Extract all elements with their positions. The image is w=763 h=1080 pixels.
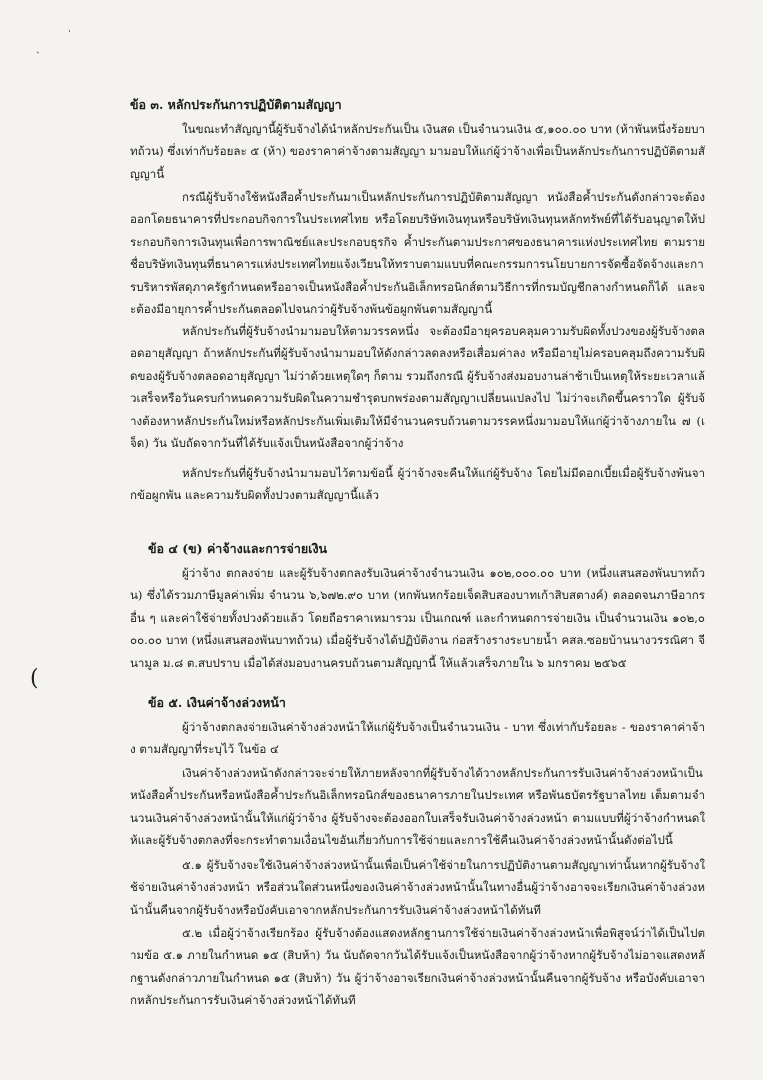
margin-bracket-mark: ( (30, 666, 39, 691)
clause-5-heading: ข้อ ๕. เงินค่าจ้างล่วงหน้า (148, 695, 286, 710)
clause-3-heading: ข้อ ๓. หลักประกันการปฏิบัติตามสัญญา (130, 97, 342, 112)
clause-5-paragraph-2: เงินค่าจ้างล่วงหน้าดังกล่าวจะจ่ายให้ภายหลังจากที่ผู้รับจ้างได้วางหลักประกันการรับเงินค่าจ้างล่วงหน้าเป็นหนังสือค้ำประกันหรือหนังสือค้ำประกันอิเล็กทรอนิกส์ของธนาคารภายในประเทศ หรือพันธบัตรรัฐบาลไทย เต็มตามจำนวนเงินค่าจ้างล่วงหน้านั้นให้แก่ผู้ว่าจ้าง ผู้รับจ้างจะต้องออกใบเสร็จรับเงินค่าจ้างล่วงหน้า ตามแบบที่ผู้ว่าจ้างกำหนดให้และผู้รับจ้างตกลงที่จะกระทำตามเงื่อนไขอันเกี่ยวกับการใช้จ่ายและการใช้คืนเงินค่าจ้างล่วงหน้านั้นดังต่อไปนี้ (130, 766, 705, 848)
scan-speck: ˎ (36, 40, 40, 54)
clause-5-paragraph-4: ๕.๒ เมื่อผู้ว่าจ้างเรียกร้อง ผู้รับจ้างต้องแสดงหลักฐานการใช้จ่ายเงินค่าจ้างล่วงหน้าเพื่อพิสูจน์ว่าได้เป็นไปตามข้อ ๕.๑ ภายในกำหนด ๑๕ (สิบห้า) วัน นับถัดจากวันได้รับแจ้งเป็นหนังสือจากผู้ว่าจ้างหากผู้รับจ้างไม่อาจแสดงหลักฐานดังกล่าวภายในกำหนด ๑๕ (สิบห้า) วัน ผู้ว่าจ้างอาจเรียกเงินค่าจ้างล่วงหน้านั้นคืนจากผู้รับจ้าง หรือบังคับเอาจากหลักประกันการรับเงินค่าจ้างล่วงหน้าได้ทันที (130, 926, 705, 1008)
clause-4-paragraph-1: ผู้ว่าจ้าง ตกลงจ่าย และผู้รับจ้างตกลงรับเงินค่าจ้างจำนวนเงิน ๑๐๒,๐๐๐.๐๐ บาท (หนึ่งแสนสองพันบาทถ้วน) ซึ่งได้รวมภาษีมูลค่าเพิ่ม จำนวน ๖,๖๗๒.๙๐ บาท (หกพันหกร้อยเจ็ดสิบสองบาทเก้าสิบสตางค์) ตลอดจนภาษีอากรอื่น ๆ และค่าใช้จ่ายทั้งปวงด้วยแล้ว โดยถือราคาเหมารวม เป็นเกณฑ์ และกำหนดการจ่ายเงิน เป็นจำนวนเงิน ๑๐๒,๐๐๐.๐๐ บาท (หนึ่งแสนสองพันบาทถ้วน) เมื่อผู้รับจ้างได้ปฏิบัติงาน ก่อสร้างรางระบายน้ำ คสล.ซอยบ้านนางวรรณิศา จีนามูล ม.๘ ต.สบปราบ เมื่อได้ส่งมอบงานครบถ้วนตามสัญญานี้ ให้แล้วเสร็จภายใน ๖ มกราคม ๒๕๖๕ (130, 566, 705, 670)
clause-5-paragraph-3: ๕.๑ ผู้รับจ้างจะใช้เงินค่าจ้างล่วงหน้านั้นเพื่อเป็นค่าใช้จ่ายในการปฏิบัติงานตามสัญญาเท่านั้นหากผู้รับจ้างใช้จ่ายเงินค่าจ้างล่วงหน้า หรือส่วนใดส่วนหนึ่งของเงินค่าจ้างล่วงหน้านั้นในทางอื่นผู้ว่าจ้างอาจจะเรียกเงินค่าจ้างล่วงหน้านั้นคืนจากผู้รับจ้างหรือบังคับเอาจากหลักประกันการรับเงินค่าจ้างล่วงหน้าได้ทันที (130, 858, 705, 917)
clause-3-paragraph-1: ในขณะทำสัญญานี้ผู้รับจ้างได้นำหลักประกันเป็น เงินสด เป็นจำนวนเงิน ๕,๑๐๐.๐๐ บาท (ห้าพันหนึ่งร้อยบาทถ้วน) ซึ่งเท่ากับร้อยละ ๕ (ห้า) ของราคาค่าจ้างตามสัญญา มามอบให้แก่ผู้ว่าจ้างเพื่อเป็นหลักประกันการปฏิบัติตามสัญญานี้ (130, 122, 705, 181)
clause-3-paragraph-4: หลักประกันที่ผู้รับจ้างนำมามอบไว้ตามข้อนี้ ผู้ว่าจ้างจะคืนให้แก่ผู้รับจ้าง โดยไม่มีดอกเบี้ยเมื่อผู้รับจ้างพ้นจากข้อผูกพัน และความรับผิดทั้งปวงตามสัญญานี้แล้ว (130, 466, 705, 503)
clause-3-paragraph-2: กรณีผู้รับจ้างใช้หนังสือค้ำประกันมาเป็นหลักประกันการปฏิบัติตามสัญญา หนังสือค้ำประกันดังกล่าวจะต้องออกโดยธนาคารที่ประกอบกิจการในประเทศไทย หรือโดยบริษัทเงินทุนหรือบริษัทเงินทุนหลักทรัพย์ที่ได้รับอนุญาตให้ประกอบกิจการเงินทุนเพื่อการพาณิชย์และประกอบธุรกิจ ค้ำประกันตามประกาศของธนาคารแห่งประเทศไทย ตามรายชื่อบริษัทเงินทุนที่ธนาคารแห่งประเทศไทยแจ้งเวียนให้ทราบตามแบบที่คณะกรรมการนโยบายการจัดซื้อจัดจ้างและการบริหารพัสดุภาครัฐกำหนดหรืออาจเป็นหนังสือค้ำประกันอิเล็กทรอนิกส์ตามวิธีการที่กรมบัญชีกลางกำหนดก็ได้ และจะต้องมีอายุการค้ำประกันตลอดไปจนกว่าผู้รับจ้างพ้นข้อผูกพันตามสัญญานี้ (130, 190, 705, 317)
clause-3-paragraph-3: หลักประกันที่ผู้รับจ้างนำมามอบให้ตามวรรคหนึ่ง จะต้องมีอายุครอบคลุมความรับผิดทั้งปวงของผู้รับจ้างตลอดอายุสัญญา ถ้าหลักประกันที่ผู้รับจ้างนำมามอบให้ดังกล่าวลดลงหรือเสื่อมค่าลง หรือมีอายุไม่ครอบคลุมถึงความรับผิดของผู้รับจ้างตลอดอายุสัญญา ไม่ว่าด้วยเหตุใดๆ ก็ตาม รวมถึงกรณี ผู้รับจ้างส่งมอบงานล่าช้าเป็นเหตุให้ระยะเวลาแล้วเสร็จหรือวันครบกำหนดความรับผิดในความชำรุดบกพร่องตามสัญญาเปลี่ยนแปลงไป ไม่ว่าจะเกิดขึ้นคราวใด ผู้รับจ้างต้องหาหลักประกันใหม่หรือหลักประกันเพิ่มเติมให้มีจำนวนครบถ้วนตามวรรคหนึ่งมามอบให้แก่ผู้ว่าจ้างภายใน ๗ (เจ็ด) วัน นับถัดจากวันที่ได้รับแจ้งเป็นหนังสือจากผู้ว่าจ้าง (130, 324, 705, 451)
scan-speck-small: ˈ (68, 30, 71, 40)
clause-4-heading: ข้อ ๔ (ข) ค่าจ้างและการจ่ายเงิน (148, 541, 328, 556)
clause-5-paragraph-1: ผู้ว่าจ้างตกลงจ่ายเงินค่าจ้างล่วงหน้าให้แก่ผู้รับจ้างเป็นจำนวนเงิน - บาท ซึ่งเท่ากับร้อยละ - ของราคาค่าจ้าง ตามสัญญาที่ระบุไว้ ในข้อ ๔ (130, 720, 705, 757)
